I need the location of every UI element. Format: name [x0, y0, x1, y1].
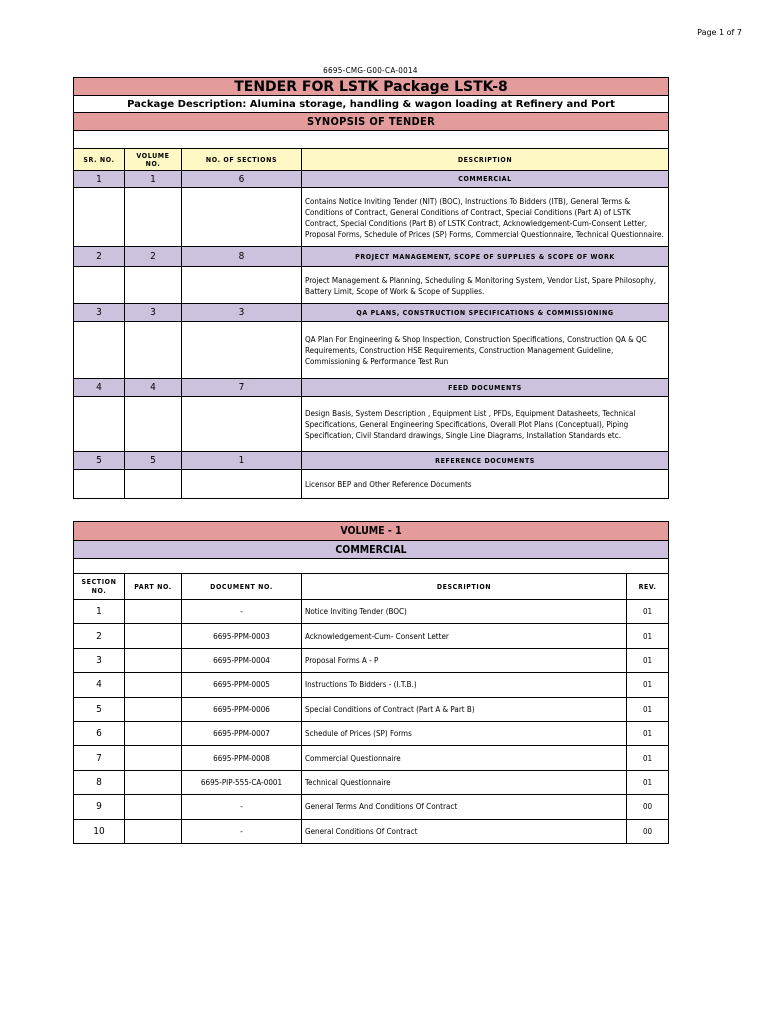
document-row [74, 600, 669, 624]
document-no: 6695-PIP-555-CA-0001 [182, 770, 302, 794]
document-row [74, 697, 669, 721]
part-no [125, 819, 182, 843]
part-no [125, 746, 182, 770]
sr-no: 4 [74, 379, 125, 397]
volume-no: 4 [125, 379, 182, 397]
part-no [125, 795, 182, 819]
synopsis-category-row [74, 379, 669, 397]
document-no: 6695-PPM-0004 [182, 648, 302, 672]
category-label: FEED DOCUMENTS [302, 379, 669, 397]
revision: 01 [627, 624, 669, 648]
section-no: 10 [74, 819, 125, 843]
synopsis-category-row [74, 452, 669, 470]
volume-header-row [74, 574, 669, 600]
document-number: 6695-CMG-G00-CA-0014 [323, 66, 418, 75]
revision: 01 [627, 648, 669, 672]
revision: 00 [627, 795, 669, 819]
document-row [74, 819, 669, 843]
part-no [125, 721, 182, 745]
document-no: - [182, 819, 302, 843]
revision: 01 [627, 721, 669, 745]
category-label: QA PLANS, CONSTRUCTION SPECIFICATIONS & COMMISSIONING [302, 304, 669, 322]
volume-subtitle: COMMERCIAL [74, 541, 669, 559]
synopsis-header-row [74, 149, 669, 171]
section-no: 1 [74, 600, 125, 624]
document-row [74, 795, 669, 819]
document-row [74, 673, 669, 697]
volume-1-table [73, 521, 669, 844]
volume-no: 1 [125, 171, 182, 188]
tender-title: TENDER FOR LSTK Package LSTK-8 [74, 78, 669, 96]
document-description: Acknowledgement-Cum- Consent Letter [302, 624, 627, 648]
category-description: Project Management & Planning, Scheduling & Monitoring System, Vendor List, Spare Philosophy, Battery Limit, Scope of Work & Scope of Supplies. [302, 267, 669, 304]
document-no: 6695-PPM-0008 [182, 746, 302, 770]
header-description: DESCRIPTION [302, 149, 669, 171]
category-label: COMMERCIAL [302, 171, 669, 188]
synopsis-category-row [74, 247, 669, 267]
part-no [125, 770, 182, 794]
section-no: 8 [74, 770, 125, 794]
document-description: Notice Inviting Tender (BOC) [302, 600, 627, 624]
part-no [125, 673, 182, 697]
synopsis-description-row [74, 322, 669, 379]
section-no: 5 [74, 697, 125, 721]
page-number: Page 1 of 7 [697, 28, 742, 37]
synopsis-heading: SYNOPSIS OF TENDER [74, 113, 669, 131]
document-no: 6695-PPM-0007 [182, 721, 302, 745]
header-volume-no: VOLUME NO. [125, 149, 182, 171]
document-description: Special Conditions of Contract (Part A & Part B) [302, 697, 627, 721]
category-description: Contains Notice Inviting Tender (NIT) (BOC), Instructions To Bidders (ITB), General Terms & Conditions of Contract, General Conditions of Contract, Special Conditions (Part A) of LSTK Contract, Special Conditions (Part B) of LSTK Contract, Acknowledgement-Cum-Consent Letter, Proposal Forms, Schedule of Prices (SP) Forms, Commercial Questionnaire, Technical Questionnaire. [302, 188, 669, 247]
document-no: - [182, 795, 302, 819]
section-no: 2 [74, 624, 125, 648]
synopsis-description-row [74, 470, 669, 499]
document-description: Commercial Questionnaire [302, 746, 627, 770]
synopsis-table [73, 77, 669, 499]
category-label: PROJECT MANAGEMENT, SCOPE OF SUPPLIES & SCOPE OF WORK [302, 247, 669, 267]
no-of-sections: 6 [182, 171, 302, 188]
part-no [125, 697, 182, 721]
header-no-of-sections: NO. OF SECTIONS [182, 149, 302, 171]
document-description: Instructions To Bidders - (I.T.B.) [302, 673, 627, 697]
document-description: Proposal Forms A - P [302, 648, 627, 672]
part-no [125, 624, 182, 648]
document-no: 6695-PPM-0006 [182, 697, 302, 721]
document-row [74, 746, 669, 770]
package-description: Package Description: Alumina storage, handling & wagon loading at Refinery and Port [74, 96, 669, 113]
revision: 01 [627, 600, 669, 624]
no-of-sections: 1 [182, 452, 302, 470]
no-of-sections: 8 [182, 247, 302, 267]
document-no: - [182, 600, 302, 624]
sr-no: 5 [74, 452, 125, 470]
spacer-row [74, 559, 669, 574]
document-description: General Terms And Conditions Of Contract [302, 795, 627, 819]
category-description: QA Plan For Engineering & Shop Inspection, Construction Specifications, Construction QA & QC Requirements, Construction HSE Requirements, Construction Management Guideline, Commissioning & Performance Test Run [302, 322, 669, 379]
revision: 01 [627, 746, 669, 770]
no-of-sections: 7 [182, 379, 302, 397]
document-description: Schedule of Prices (SP) Forms [302, 721, 627, 745]
revision: 01 [627, 770, 669, 794]
synopsis-description-row [74, 188, 669, 247]
sr-no: 2 [74, 247, 125, 267]
part-no [125, 648, 182, 672]
revision: 00 [627, 819, 669, 843]
category-label: REFERENCE DOCUMENTS [302, 452, 669, 470]
synopsis-category-row [74, 304, 669, 322]
revision: 01 [627, 697, 669, 721]
document-row [74, 624, 669, 648]
volume-no: 3 [125, 304, 182, 322]
section-no: 3 [74, 648, 125, 672]
volume-no: 2 [125, 247, 182, 267]
volume-title: VOLUME - 1 [74, 522, 669, 541]
section-no: 9 [74, 795, 125, 819]
spacer-row [74, 131, 669, 149]
synopsis-category-row [74, 171, 669, 188]
document-row [74, 648, 669, 672]
document-row [74, 770, 669, 794]
header-part-no: PART NO. [125, 574, 182, 600]
category-description: Licensor BEP and Other Reference Documents [302, 470, 669, 499]
header-rev: REV. [627, 574, 669, 600]
part-no [125, 600, 182, 624]
volume-no: 5 [125, 452, 182, 470]
sr-no: 3 [74, 304, 125, 322]
synopsis-description-row [74, 267, 669, 304]
section-no: 4 [74, 673, 125, 697]
header-description: DESCRIPTION [302, 574, 627, 600]
document-row [74, 721, 669, 745]
revision: 01 [627, 673, 669, 697]
header-sr-no: SR. NO. [74, 149, 125, 171]
category-description: Design Basis, System Description , Equipment List , PFDs, Equipment Datasheets, Technical Specifications, General Engineering Specifications, Overall Plot Plans (Conceptual), Piping Specification, Civil Standard drawings, Single Line Diagrams, Installation Standards etc. [302, 397, 669, 452]
document-description: Technical Questionnaire [302, 770, 627, 794]
header-document-no: DOCUMENT NO. [182, 574, 302, 600]
section-no: 7 [74, 746, 125, 770]
no-of-sections: 3 [182, 304, 302, 322]
synopsis-description-row [74, 397, 669, 452]
section-no: 6 [74, 721, 125, 745]
header-section-no: SECTION NO. [74, 574, 125, 600]
document-description: General Conditions Of Contract [302, 819, 627, 843]
document-no: 6695-PPM-0005 [182, 673, 302, 697]
sr-no: 1 [74, 171, 125, 188]
document-no: 6695-PPM-0003 [182, 624, 302, 648]
